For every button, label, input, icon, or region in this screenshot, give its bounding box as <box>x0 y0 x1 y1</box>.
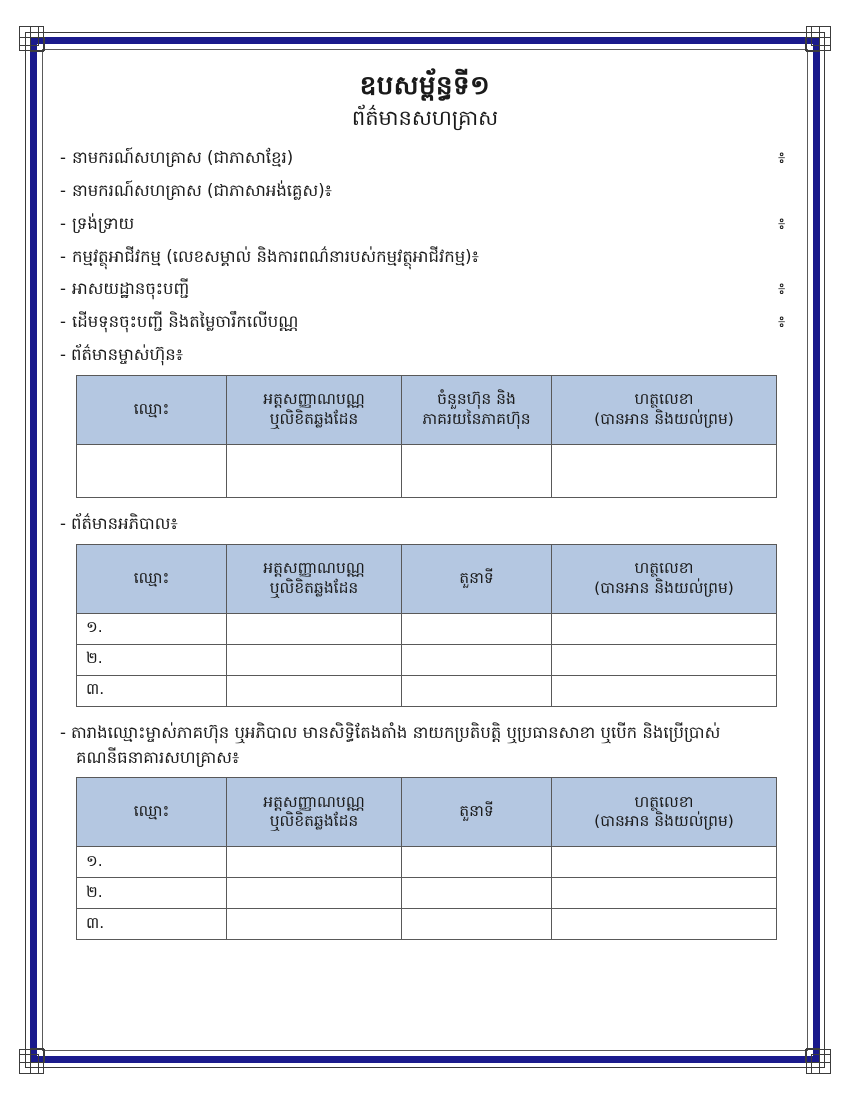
field-label: ទ្រង់ទ្រាយ <box>72 213 135 233</box>
table-cell-blank[interactable] <box>402 675 552 706</box>
table-row <box>77 909 777 940</box>
column-header-line: (បានអាន និងយល់ព្រម) <box>594 410 734 429</box>
table-column-header <box>402 544 552 613</box>
table-cell-blank[interactable] <box>227 847 402 878</box>
field-colon-mark: ៖ <box>471 246 479 266</box>
caption-bullet-dash: - <box>60 514 66 534</box>
table-cell-blank[interactable] <box>402 847 552 878</box>
table-row <box>77 675 777 706</box>
corner-ornament-bottom-right <box>797 1040 831 1074</box>
table-cell-blank[interactable] <box>402 613 552 644</box>
column-header-line: ហត្ថលេខា <box>634 390 694 409</box>
field-bullet-dash: - <box>60 279 66 299</box>
table-column-header <box>77 778 227 847</box>
table-cell-blank[interactable] <box>552 847 777 878</box>
caption-text: តារាងឈ្មោះម្ចាស់ភាគហ៊ុន ឬអភិបាល មានសិទ្ធិតែងតាំង នាយកប្រតិបត្តិ ឬប្រធានសាខា ឬបើក និងប្រើប្រាស់ <box>70 722 721 742</box>
table-cell-blank[interactable] <box>227 675 402 706</box>
column-header-line: ឈ្មោះ <box>133 568 170 587</box>
caption-bullet-dash: - <box>60 722 66 742</box>
field-colon-mark: ៖ <box>778 312 786 332</box>
column-header-line: (បានអាន និងយល់ព្រម) <box>594 578 734 597</box>
table-column-header <box>552 778 777 847</box>
field-colon-mark: ៖ <box>778 213 786 233</box>
column-header-line: (បានអាន និងយល់ព្រម) <box>594 812 734 831</box>
field-label: ដើមទុនចុះបញ្ជី និងតម្លៃចារឹកលើបណ្ណ <box>72 312 299 332</box>
table-cell-blank[interactable] <box>402 909 552 940</box>
table-column-header <box>402 778 552 847</box>
table-column-header <box>227 778 402 847</box>
column-header-line: ចំនួនហ៊ុន និង <box>437 390 516 409</box>
column-header-line: តួនាទី <box>459 802 494 821</box>
table-cell-blank[interactable] <box>552 644 777 675</box>
section-caption <box>50 512 800 537</box>
form-table <box>76 777 777 940</box>
table-cell-name[interactable]: ២. <box>77 644 227 675</box>
table-column-header <box>77 544 227 613</box>
table-column-header <box>402 376 552 445</box>
table-column-header <box>227 376 402 445</box>
table-row <box>77 847 777 878</box>
sections-container <box>50 343 800 940</box>
field-bullet-dash: - <box>60 246 66 266</box>
caption-text-line2: គណនីធនាគារសហគ្រាស៖ <box>76 747 240 767</box>
table-cell-name[interactable]: ១. <box>77 613 227 644</box>
table-row <box>77 445 777 498</box>
field-colon-mark: ៖ <box>324 180 332 200</box>
column-header-line: ភាគរយនៃភាគហ៊ុន <box>422 410 531 429</box>
form-field-row <box>50 245 800 269</box>
document-subtitle: ព័ត៌មានសហគ្រាស <box>351 105 499 130</box>
section-caption <box>50 343 800 368</box>
table-row <box>77 878 777 909</box>
corner-ornament-top-left <box>19 26 53 60</box>
form-table <box>76 544 777 707</box>
caption-text: ព័ត៌មានម្ចាស់ហ៊ុន៖ <box>70 345 183 365</box>
table-cell-blank[interactable] <box>552 675 777 706</box>
table-cell-blank[interactable] <box>227 644 402 675</box>
table-header-row <box>77 778 777 847</box>
field-bullet-dash: - <box>60 180 66 200</box>
field-colon-mark: ៖ <box>778 147 786 167</box>
caption-bullet-dash: - <box>60 345 66 365</box>
corner-ornament-bottom-left <box>19 1040 53 1074</box>
field-bullet-dash: - <box>60 312 66 332</box>
table-column-header <box>552 544 777 613</box>
table-cell-name[interactable]: ៣. <box>77 909 227 940</box>
field-colon-mark: ៖ <box>778 279 786 299</box>
caption-text: ព័ត៌មានអភិបាល៖ <box>70 514 178 534</box>
column-header-line: អត្តសញ្ញាណបណ្ណ <box>263 390 365 409</box>
form-field-row <box>50 310 800 334</box>
column-header-line: ឬលិខិតឆ្លងដែន <box>269 578 359 597</box>
column-header-line: អត្តសញ្ញាណបណ្ណ <box>263 559 365 577</box>
column-header-line: ឬលិខិតឆ្លងដែន <box>269 812 359 831</box>
document-content <box>50 58 800 954</box>
table-column-header <box>552 376 777 445</box>
table-cell-blank[interactable] <box>227 613 402 644</box>
table-cell-name[interactable]: ២. <box>77 878 227 909</box>
document-title: ឧបសម្ព័ន្ធទី១ <box>359 71 491 101</box>
column-header-line: អត្តសញ្ញាណបណ្ណ <box>263 792 365 811</box>
table-row <box>77 644 777 675</box>
form-table <box>76 375 777 498</box>
table-header-row <box>77 544 777 613</box>
table-cell-blank[interactable] <box>552 909 777 940</box>
form-field-row <box>50 179 800 203</box>
table-cell-blank[interactable] <box>552 613 777 644</box>
column-header-line: ឈ្មោះ <box>133 400 170 419</box>
form-field-row <box>50 146 800 170</box>
table-cell-blank[interactable] <box>552 878 777 909</box>
column-header-line: ហត្ថលេខា <box>634 792 694 811</box>
table-header-row <box>77 376 777 445</box>
table-cell-blank[interactable] <box>402 644 552 675</box>
table-cell-blank[interactable] <box>227 445 402 498</box>
table-column-header <box>227 544 402 613</box>
form-field-row <box>50 212 800 236</box>
field-label: អាសយដ្ឋានចុះបញ្ជី <box>72 279 190 299</box>
field-bullet-dash: - <box>60 213 66 233</box>
table-cell-blank[interactable] <box>227 909 402 940</box>
column-header-line: ឈ្មោះ <box>133 802 170 821</box>
column-header-line: ហត្ថលេខា <box>634 559 694 577</box>
table-cell-blank[interactable] <box>402 878 552 909</box>
table-cell-blank[interactable] <box>402 445 552 498</box>
field-label: នាមករណ៍សហគ្រាស (ជាភាសាខ្មែរ) <box>72 147 294 167</box>
field-bullet-dash: - <box>60 147 66 167</box>
column-header-line: ឬលិខិតឆ្លងដែន <box>269 410 359 429</box>
corner-ornament-top-right <box>797 26 831 60</box>
table-cell-name[interactable]: ៣. <box>77 675 227 706</box>
column-header-line: តួនាទី <box>459 568 494 587</box>
table-cell-blank[interactable] <box>552 445 777 498</box>
table-row <box>77 613 777 644</box>
field-label: កម្មវត្ថុអាជីវកម្ម (លេខសម្គាល់ និងការពណ៌នារបស់កម្មវត្ថុអាជីវកម្ម) <box>72 246 472 266</box>
table-cell-blank[interactable] <box>227 878 402 909</box>
table-cell-name[interactable]: ១. <box>77 847 227 878</box>
enterprise-field-list <box>50 146 800 335</box>
table-column-header <box>77 376 227 445</box>
form-field-row <box>50 277 800 301</box>
table-cell-name[interactable] <box>77 445 227 498</box>
section-caption <box>50 721 800 771</box>
field-label: នាមករណ៍សហគ្រាស (ជាភាសាអង់គ្លេស) <box>72 180 325 200</box>
